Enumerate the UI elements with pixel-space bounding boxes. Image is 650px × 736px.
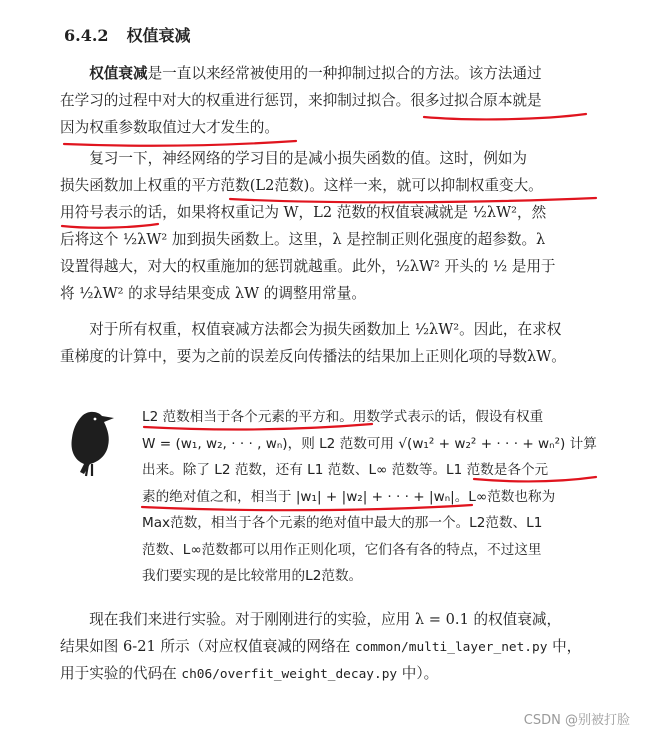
note-line: 素的绝对值之和，相当于 |w₁| + |w₂| + · · · + |wₙ|。L∞范数也称为: [142, 488, 556, 505]
note-line: 出来。除了 L2 范数，还有 L1 范数、L∞ 范数等。L1 范数是各个元: [142, 462, 549, 478]
raven-icon: [62, 408, 126, 478]
note-line: 范数、L∞范数都可以用作正则化项，它们各有各的特点，不过这里: [142, 541, 542, 558]
note-line: Max范数，相当于各个元素的绝对值中最大的那一个。L2范数、L1: [142, 515, 543, 531]
paragraph-line: 损失函数加上权重的平方范数(L2范数)。这样一来，就可以抑制权重变大。: [60, 177, 543, 194]
paragraph-line: 用符号表示的话，如果将权重记为 W，L2 范数的权值衰减就是 ½λW²，然: [60, 204, 547, 221]
paragraph-line: 权值衰减是一直以来经常被使用的一种抑制过拟合的方法。该方法通过: [89, 65, 542, 82]
paragraph-line: 后将这个 ½λW² 加到损失函数上。这里，λ 是控制正则化强度的超参数。λ: [60, 231, 546, 248]
paragraph-line: 设置得越大，对大的权重施加的惩罚就越重。此外，½λW² 开头的 ½ 是用于: [60, 258, 556, 275]
code-path-overfit-weight-decay: ch06/overfit_weight_decay.py: [181, 667, 398, 682]
watermark: CSDN @别被打脸: [523, 713, 630, 728]
note-line: L2 范数相当于各个元素的平方和。用数学式表示的话，假设有权重: [142, 409, 544, 425]
section-title: 权值衰减: [126, 26, 191, 45]
note-box-text: [142, 404, 597, 590]
note-line: 我们要实现的是比较常用的L2范数。: [142, 568, 363, 584]
paragraph-intro: [60, 60, 595, 141]
paragraph-line: 重梯度的计算中，要为之前的误差反向传播法的结果加上正则化项的导数λW。: [60, 348, 566, 365]
paragraph-line: 用于实验的代码在 ch06/overfit_weight_decay.py 中）。: [60, 665, 439, 682]
paragraph-line: 在学习的过程中对大的权重进行惩罚，来抑制过拟合。很多过拟合原本就是: [60, 92, 542, 109]
section-heading: [64, 20, 191, 52]
paragraph-line: 将 ½λW² 的求导结果变成 λW 的调整用常量。: [60, 285, 366, 302]
paragraph-l2-explanation: [60, 145, 595, 307]
note-line: W = (w₁, w₂, · · · , wₙ)，则 L2 范数可用 √(w₁² + w₂² + · · · + wₙ²) 计算: [142, 435, 597, 452]
paragraph-gradient: [60, 316, 595, 370]
code-path-multi-layer-net: common/multi_layer_net.py: [354, 640, 548, 655]
paragraph-experiment: [60, 606, 595, 687]
paragraph-line: 现在我们来进行实验。对于刚刚进行的实验，应用 λ = 0.1 的权值衰减，: [89, 611, 562, 628]
section-number: 6.4.2: [64, 26, 109, 45]
paragraph-line: 复习一下，神经网络的学习目的是减小损失函数的值。这时，例如为: [89, 150, 528, 167]
paragraph-line: 因为权重参数取值过大才发生的。: [60, 119, 279, 136]
paragraph-line: 结果如图 6-21 所示（对应权值衰减的网络在 common/multi_layer_net.py 中，: [60, 638, 582, 655]
paragraph-line: 对于所有权重，权值衰减方法都会为损失函数加上 ½λW²。因此，在求权: [89, 321, 562, 338]
term-weight-decay: 权值衰减: [89, 65, 148, 82]
